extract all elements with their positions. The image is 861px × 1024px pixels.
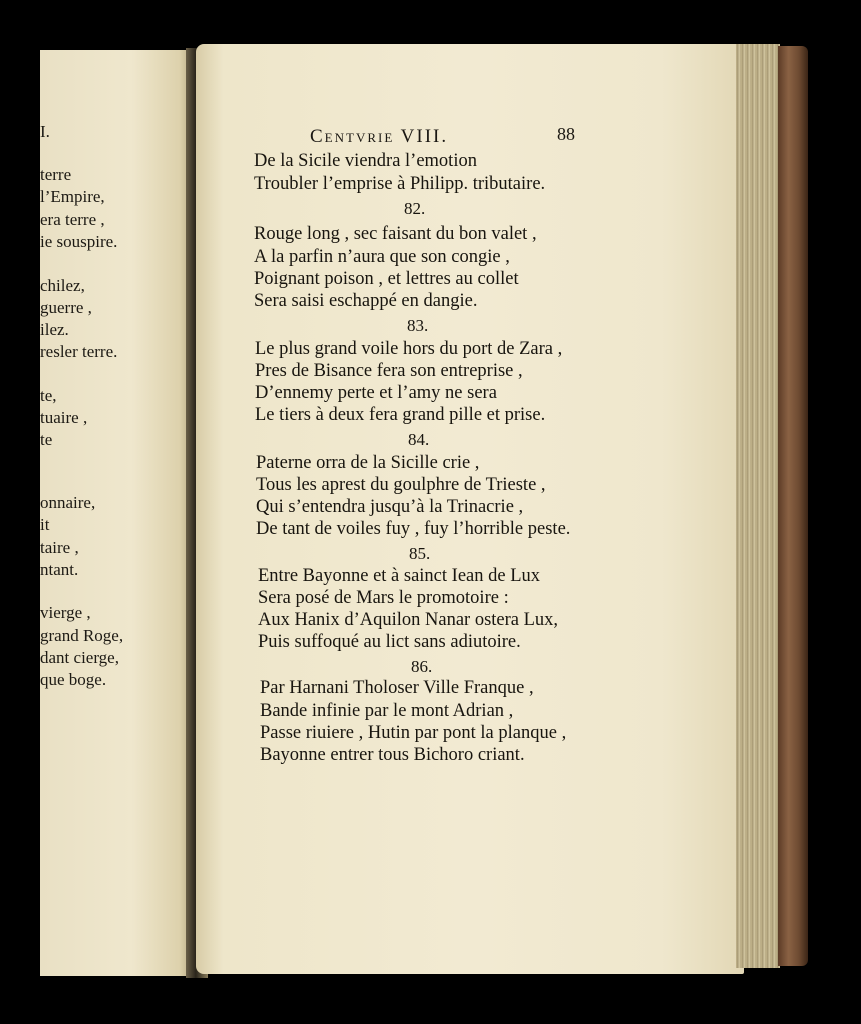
- verse-line: Sera posé de Mars le promotoire :: [258, 588, 509, 608]
- book-cover: [778, 46, 808, 966]
- verse-line: D’ennemy perte et l’amy ne sera: [255, 383, 497, 403]
- left-line: it: [40, 515, 50, 534]
- verse-line: De la Sicile viendra l’emotion: [254, 151, 477, 171]
- verse-line: Paterne orra de la Sicille crie ,: [256, 453, 480, 473]
- verse-line: Par Harnani Tholoser Ville Franque ,: [260, 678, 534, 698]
- quatrain-number: 83.: [407, 316, 429, 335]
- verse-line: Troubler l’emprise à Philipp. tributaire.: [254, 174, 546, 194]
- left-line: que boge.: [40, 670, 107, 689]
- verse-line: Rouge long , sec faisant du bon valet ,: [254, 224, 537, 244]
- left-line: ntant.: [40, 560, 79, 579]
- page-number: 88: [557, 124, 575, 144]
- left-line: chilez,: [40, 276, 85, 295]
- quatrain-number: 85.: [409, 544, 431, 563]
- quatrain-number: 84.: [408, 430, 430, 449]
- left-line: taire ,: [40, 538, 79, 557]
- left-line: resler terre.: [40, 342, 118, 361]
- left-page: [40, 50, 192, 976]
- left-line: onnaire,: [40, 493, 96, 512]
- verse-line: Qui s’entendra jusqu’à la Trinacrie ,: [256, 497, 524, 517]
- left-page-header-fragment: I.: [40, 122, 50, 141]
- verse-line: Sera saisi eschappé en dangie.: [254, 291, 478, 311]
- verse-line: Puis suffoqué au lict sans adiutoire.: [258, 632, 521, 652]
- verse-line: Bayonne entrer tous Bichoro criant.: [260, 745, 525, 765]
- verse-line: Le plus grand voile hors du port de Zara ,: [255, 339, 563, 359]
- left-line: l’Empire,: [40, 187, 105, 206]
- quatrain-number: 86.: [411, 657, 433, 676]
- verse-line: Tous les aprest du goulphre de Trieste ,: [256, 475, 546, 495]
- verse-line: Aux Hanix d’Aquilon Nanar ostera Lux,: [258, 610, 559, 630]
- page-edges: [736, 44, 780, 968]
- verse-line: Passe riuiere , Hutin par pont la planque ,: [260, 723, 567, 743]
- left-line: terre: [40, 165, 72, 184]
- left-line: ie souspire.: [40, 232, 118, 251]
- running-header: Centvrie VIII.: [310, 126, 449, 147]
- left-line: te: [40, 430, 53, 449]
- left-line: vierge ,: [40, 603, 91, 622]
- left-line: te,: [40, 386, 57, 405]
- verse-line: Entre Bayonne et à sainct Iean de Lux: [258, 566, 541, 586]
- left-line: dant cierge,: [40, 648, 119, 667]
- quatrain-number: 82.: [404, 199, 426, 218]
- left-line: grand Roge,: [40, 626, 124, 645]
- verse-line: De tant de voiles fuy , fuy l’horrible peste.: [256, 519, 571, 539]
- verse-line: Poignant poison , et lettres au collet: [254, 269, 519, 289]
- verse-line: A la parfin n’aura que son congie ,: [254, 247, 510, 267]
- verse-line: Pres de Bisance fera son entreprise ,: [255, 361, 523, 381]
- verse-line: Bande infinie par le mont Adrian ,: [260, 701, 514, 721]
- left-line: ilez.: [40, 320, 69, 339]
- left-line: tuaire ,: [40, 408, 88, 427]
- left-line: guerre ,: [40, 298, 92, 317]
- left-line: era terre ,: [40, 210, 105, 229]
- verse-line: Le tiers à deux fera grand pille et prise.: [255, 405, 546, 425]
